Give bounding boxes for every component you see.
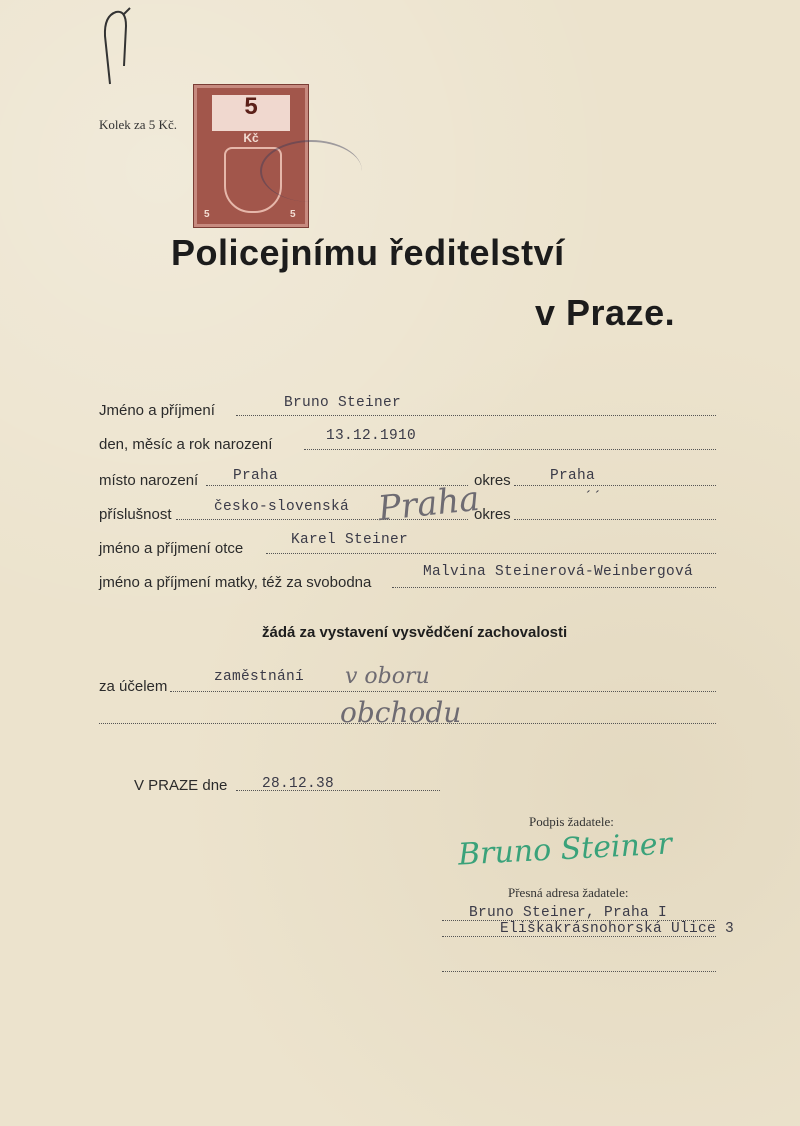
- citizenship-label: příslušnost: [99, 506, 172, 523]
- request-heading: žádá za vystavení vysvědčení zachovalosti: [262, 624, 568, 641]
- district2-label: okres: [474, 506, 511, 523]
- name-label: Jméno a příjmení: [99, 402, 215, 419]
- stamp-currency: Kč: [243, 131, 259, 145]
- district2-value: ´´: [584, 490, 603, 506]
- date-label: V PRAZE dne: [134, 777, 228, 794]
- district-value: Praha: [550, 468, 596, 484]
- birthplace-label: místo narození: [99, 472, 199, 489]
- paper-clip-icon: [102, 6, 132, 86]
- name-line: [236, 415, 716, 416]
- address-line2: Eliškakrásnohorská Ulice 3: [500, 921, 735, 937]
- district-line: [514, 485, 716, 486]
- stamp-corner-value: 5: [290, 209, 296, 220]
- applicant-signature: Bruno Steiner: [457, 826, 673, 873]
- purpose-handwritten-line1: v oboru: [345, 664, 430, 689]
- father-value: Karel Steiner: [291, 532, 409, 548]
- name-value: Bruno Steiner: [284, 395, 402, 411]
- birth-date-value: 13.12.1910: [326, 428, 417, 444]
- mother-line: [392, 587, 716, 588]
- father-label: jméno a příjmení otce: [99, 540, 244, 557]
- purpose-line: [170, 691, 716, 692]
- district2-line: [514, 519, 716, 520]
- mother-value: Malvina Steinerová-Weinbergová: [423, 564, 694, 580]
- birth-date-label: den, měsíc a rok narození: [99, 436, 273, 453]
- mother-label: jméno a příjmení matky, též za svobodna: [99, 574, 372, 591]
- address-label: Přesná adresa žadatele:: [508, 885, 629, 900]
- signature-label: Podpis žadatele:: [529, 814, 614, 829]
- citizenship-value: česko-slovenská: [214, 499, 350, 515]
- page-title-line1: Policejnímu ředitelství: [171, 232, 565, 273]
- date-value: 28.12.38: [262, 776, 335, 792]
- birthplace-value: Praha: [233, 468, 279, 484]
- district-label: okres: [474, 472, 511, 489]
- stamp-label: Kolek za 5 Kč.: [99, 117, 177, 132]
- purpose-handwritten-line2: obchodu: [340, 696, 462, 729]
- stamp-corner-value: 5: [204, 209, 210, 220]
- citizenship-handwritten: Praha: [376, 478, 482, 530]
- page-title-line2: v Praze.: [535, 292, 676, 333]
- stamp-value: 5: [244, 93, 258, 120]
- address-line1: Bruno Steiner, Praha I: [469, 905, 668, 921]
- cancellation-mark: [260, 140, 362, 202]
- father-line: [266, 553, 716, 554]
- birth-date-line: [304, 449, 716, 450]
- address-line2-rule: [442, 936, 716, 937]
- purpose-typed-value: zaměstnání: [214, 669, 305, 685]
- address-line3-rule: [442, 971, 716, 972]
- purpose-label: za účelem: [99, 678, 168, 695]
